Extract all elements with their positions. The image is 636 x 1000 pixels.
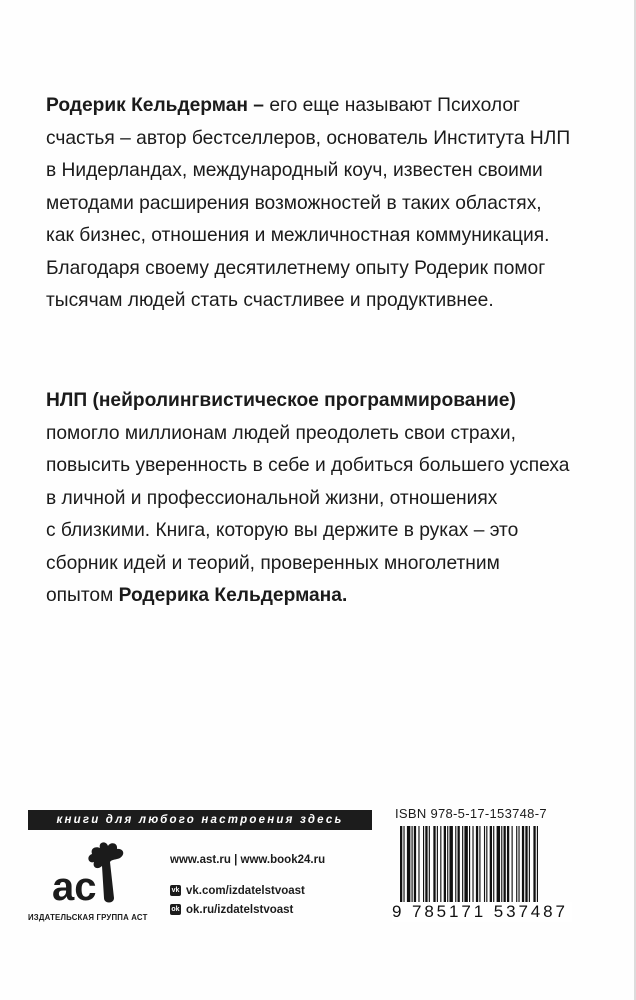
barcode-bar <box>464 826 467 902</box>
barcode-bar <box>447 826 448 902</box>
bio-line: счастья – автор бестселлеров, основатель Института НЛП <box>46 127 571 149</box>
author-name-genitive: Родерика Кельдермана. <box>118 585 348 606</box>
bio-line: Родерик Кельдерман – его еще называют Психолог <box>46 95 520 116</box>
barcode-bar <box>423 826 424 902</box>
vk-link[interactable]: vk vk.com/izdatelstvoast <box>171 884 305 897</box>
publisher-name: ИЗДАТЕЛЬСКАЯ ГРУППА АСТ <box>28 913 148 922</box>
barcode <box>394 826 576 914</box>
barcode-bar <box>512 826 513 902</box>
barcode-bar <box>504 826 506 902</box>
barcode-bar <box>407 826 410 902</box>
barcode-bar <box>493 826 494 902</box>
barcode-bar <box>518 826 519 902</box>
nlp-heading: НЛП (нейролингвистическое программирование) <box>46 390 516 411</box>
barcode-bar <box>479 826 480 902</box>
barcode-bar <box>455 826 456 902</box>
description-line: сборник идей и теорий, проверенных многолетним <box>46 552 500 574</box>
barcode-bar <box>449 826 452 902</box>
barcode-bar <box>444 826 446 902</box>
barcode-bar <box>476 826 478 902</box>
barcode-bar <box>433 826 435 902</box>
barcode-bar <box>537 826 538 912</box>
barcode-bar <box>418 826 419 902</box>
barcode-bar <box>437 826 438 902</box>
description-line: повысить уверенность в себе и добиться большего успеха <box>46 455 570 476</box>
barcode-bar <box>516 826 517 902</box>
barcode-bar <box>522 826 524 902</box>
series-tagline: книги для любого настроения здесь <box>28 810 372 830</box>
bio-line: тысячам людей стать счастливее и продуктивнее. <box>46 290 494 311</box>
barcode-bar <box>472 826 473 912</box>
barcode-bar <box>458 826 460 902</box>
ast-logo <box>30 840 160 920</box>
ok-icon: ok <box>171 906 180 913</box>
publisher-links <box>170 850 325 919</box>
barcode-bar <box>497 826 500 902</box>
barcode-bar <box>429 826 430 902</box>
barcode-bar <box>486 826 487 902</box>
author-name: Родерик Кельдерман – <box>46 95 264 116</box>
bio-line: как бизнес, отношения и межличностная коммуникация. <box>46 225 550 246</box>
bio-line: Благодаря своему десятилетнему опыту Родерик помог <box>46 257 546 279</box>
description-line: помогло миллионам людей преодолеть свои страхи, <box>46 422 516 444</box>
author-bio-paragraph <box>46 90 606 318</box>
barcode-bar <box>525 826 527 902</box>
book-description-paragraph <box>46 385 606 613</box>
svg-text:ac: ac <box>52 865 97 909</box>
barcode-bar <box>403 826 404 912</box>
barcode-bar <box>400 826 402 912</box>
bio-line: в Нидерландах, международный коуч, известен своими <box>46 160 543 181</box>
bio-line: методами расширения возможностей в таких областях, <box>46 192 542 214</box>
barcode-bar <box>533 826 535 902</box>
barcode-bar <box>529 826 530 902</box>
barcode-bar <box>469 826 470 912</box>
barcode-bar <box>490 826 492 902</box>
description-line: опытом Родерика Кельдермана. <box>46 585 348 606</box>
ok-link[interactable]: ok ok.ru/izdatelstvoast <box>171 903 294 916</box>
barcode-bar <box>462 826 463 902</box>
barcode-bar <box>414 826 416 902</box>
barcode-digits: 9 785171 537487 <box>392 902 572 922</box>
website-links[interactable]: www.ast.ru | www.book24.ru <box>170 853 326 866</box>
barcode-bar <box>501 826 502 902</box>
vk-icon: vk <box>171 887 180 894</box>
barcode-bar <box>484 826 485 902</box>
isbn-number: ISBN 978-5-17-153748-7 <box>395 806 547 821</box>
barcode-bar <box>412 826 413 902</box>
barcode-bar <box>440 826 441 902</box>
barcode-bar <box>507 826 509 902</box>
barcode-bar <box>425 826 427 902</box>
description-line: с близкими. Книга, которую вы держите в руках – это <box>46 520 519 541</box>
ast-logo-icon <box>48 840 138 912</box>
description-line: в личной и профессиональной жизни, отношениях <box>46 487 498 509</box>
